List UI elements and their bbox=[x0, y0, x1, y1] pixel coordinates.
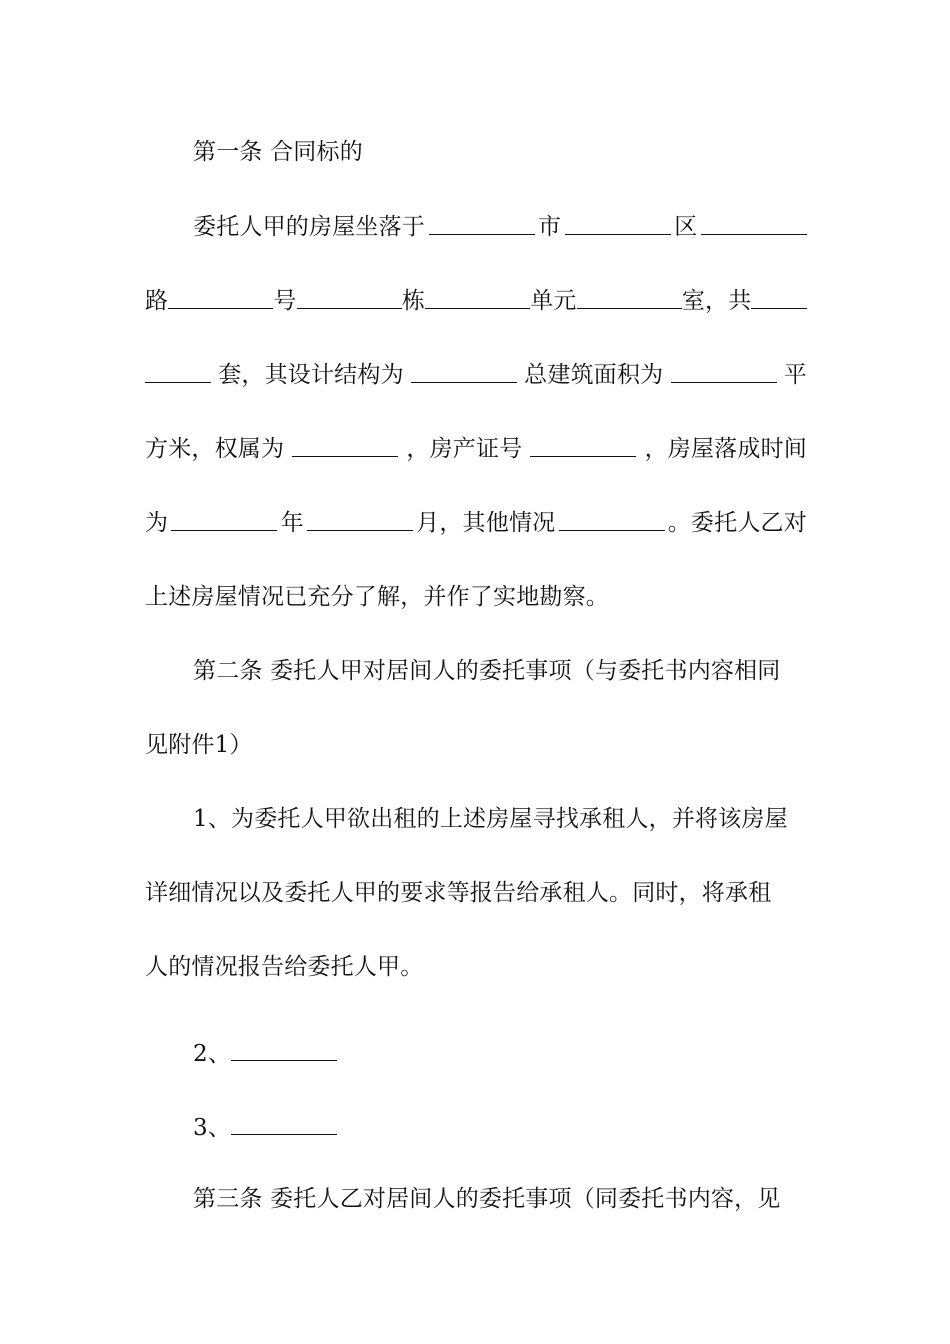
text-segment: 月，其他情况 bbox=[416, 510, 556, 536]
text-segment: 总建筑面积为 bbox=[524, 362, 664, 388]
paragraph-line: 详细情况以及委托人甲的要求等报告给承租人。同时，将承租 bbox=[145, 880, 772, 906]
clause-1-line: 1、为委托人甲欲出租的上述房屋寻找承租人，并将该房屋 bbox=[193, 806, 788, 832]
clause-number: 3、 bbox=[193, 1115, 232, 1141]
fill-blank-sets-count-continued[interactable] bbox=[145, 360, 211, 383]
text-segment: 平 bbox=[783, 362, 807, 388]
fill-blank-city[interactable] bbox=[429, 212, 535, 235]
fill-blank-number[interactable] bbox=[168, 286, 273, 309]
text-segment: 套，其设计结构为 bbox=[218, 362, 404, 388]
text-segment: 号 bbox=[273, 288, 297, 314]
fill-blank-clause-3[interactable] bbox=[231, 1112, 337, 1135]
property-structure-line bbox=[145, 360, 807, 390]
text-segment: 路 bbox=[145, 288, 169, 314]
fill-blank-sets-count[interactable] bbox=[751, 286, 807, 309]
fill-blank-building[interactable] bbox=[297, 286, 402, 309]
text-segment: 单元 bbox=[530, 288, 577, 314]
clause-number: 2、 bbox=[193, 1041, 232, 1067]
fill-blank-design-structure[interactable] bbox=[411, 360, 517, 383]
text-segment: 室，共 bbox=[681, 288, 752, 314]
article-3-heading: 第三条 委托人乙对居间人的委托事项（同委托书内容，见 bbox=[193, 1186, 781, 1212]
fill-blank-district[interactable] bbox=[565, 212, 671, 235]
property-ownership-line bbox=[145, 434, 807, 464]
text-segment: ，房产证号 bbox=[406, 436, 523, 462]
fill-blank-ownership[interactable] bbox=[292, 434, 398, 457]
fill-blank-road[interactable] bbox=[701, 212, 807, 235]
clause-2-line bbox=[193, 1038, 807, 1069]
property-address-line bbox=[145, 286, 807, 316]
paragraph-line: 见附件1） bbox=[145, 732, 253, 758]
fill-blank-total-area[interactable] bbox=[671, 360, 777, 383]
fill-blank-room[interactable] bbox=[577, 286, 682, 309]
property-location-line bbox=[193, 212, 807, 242]
property-completion-line bbox=[145, 508, 807, 538]
text-segment: 委托人甲的房屋坐落于 bbox=[193, 214, 425, 240]
fill-blank-month[interactable] bbox=[307, 508, 413, 531]
fill-blank-year[interactable] bbox=[171, 508, 277, 531]
text-segment: 市 bbox=[538, 214, 562, 240]
text-segment: 为 bbox=[145, 510, 169, 536]
text-segment: 年 bbox=[280, 510, 304, 536]
fill-blank-unit[interactable] bbox=[425, 286, 530, 309]
text-segment: 。委托人乙对 bbox=[667, 510, 807, 536]
text-segment: ，房屋落成时间 bbox=[644, 436, 807, 462]
paragraph-line: 上述房屋情况已充分了解，并作了实地勘察。 bbox=[145, 584, 609, 610]
text-segment: 区 bbox=[674, 214, 698, 240]
fill-blank-other-conditions[interactable] bbox=[559, 508, 665, 531]
paragraph-line: 人的情况报告给委托人甲。 bbox=[145, 954, 424, 980]
text-segment: 方米，权属为 bbox=[145, 436, 285, 462]
article-2-heading: 第二条 委托人甲对居间人的委托事项（与委托书内容相同 bbox=[193, 658, 781, 684]
text-segment: 栋 bbox=[401, 288, 426, 314]
fill-blank-clause-2[interactable] bbox=[231, 1038, 337, 1061]
fill-blank-certificate-number[interactable] bbox=[530, 434, 636, 457]
article-1-heading: 第一条 合同标的 bbox=[193, 139, 363, 165]
clause-3-line bbox=[193, 1112, 807, 1143]
